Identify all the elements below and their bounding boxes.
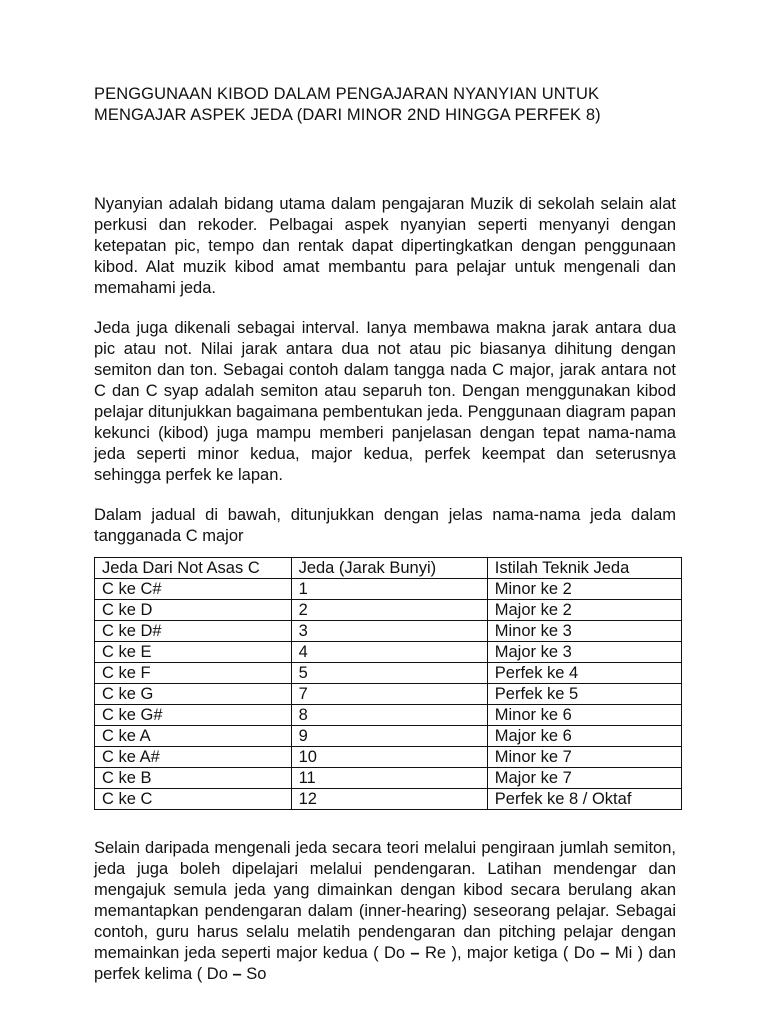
table-row [95,747,682,768]
table-cell: Minor ke 2 [487,579,681,600]
table-cell: 12 [291,789,487,810]
table-cell: C ke D# [95,621,292,642]
hearing-text-main: Selain daripada mengenali jeda secara teori melalui pengiraan jumlah semiton, jeda juga boleh dipelajari melalui pendengaran. Latihan mendengar dan mengajuk semula jeda yang dimainkan dengan kibod secara berulang akan memantapkan pendengaran dalam (inner-hearing) seseorang pelajar. Sebagai contoh, guru harus selalu melatih pendengaran dan pitching pelajar dengan memainkan jeda seperti major kedua ( Do [94,839,676,962]
table-cell: Major ke 3 [487,642,681,663]
title-line-2: MENGAJAR ASPEK JEDA (DARI MINOR 2ND HINGGA PERFEK 8) [94,106,601,124]
table-header-row [95,558,682,579]
table-cell: C ke A [95,726,292,747]
table-cell: C ke B [95,768,292,789]
document-page [94,84,676,1004]
document-title [94,84,676,126]
table-cell: C ke C# [95,579,292,600]
table-cell: Minor ke 3 [487,621,681,642]
table-row [95,579,682,600]
table-cell: 2 [291,600,487,621]
hearing-text-part-2: Mi ) dan perfek kelima ( Do [94,944,677,983]
table-row [95,789,682,810]
hearing-text-part-1: Re ), major ketiga ( Do [419,944,601,962]
table-cell: 10 [291,747,487,768]
table-cell: C ke C [95,789,292,810]
table-row [95,663,682,684]
table-row [95,642,682,663]
hearing-text-part-3: So [241,965,267,983]
interval-table [94,557,682,810]
table-cell: Minor ke 6 [487,705,681,726]
table-cell: 5 [291,663,487,684]
table-header-cell: Jeda (Jarak Bunyi) [291,558,487,579]
table-cell: Major ke 6 [487,726,681,747]
paragraph-intro: Nyanyian adalah bidang utama dalam pengajaran Muzik di sekolah selain alat perkusi dan rekoder. Pelbagai aspek nyanyian seperti menyanyi dengan ketepatan pic, tempo dan rentak dapat dipertingkatkan dengan penggunaan kibod. Alat muzik kibod amat membantu para pelajar untuk mengenali dan memahami jeda. [94,195,676,297]
paragraph-hearing [94,838,676,985]
table-row [95,705,682,726]
table-header-cell: Istilah Teknik Jeda [487,558,681,579]
dash-separator: – [600,944,610,962]
paragraph-interval: Jeda juga dikenali sebagai interval. Ianya membawa makna jarak antara dua pic atau not. Nilai jarak antara dua not atau pic biasanya dihitung dengan semiton dan ton. Sebagai contoh dalam tangga nada C major, jarak antara not C dan C syap adalah semiton atau separuh ton. Dengan menggunakan kibod pelajar ditunjukkan bagaimana pembentukan jeda. Penggunaan diagram papan kekunci (kibod) juga mampu memberi panjelasan dengan tepat nama-nama jeda seperti minor kedua, major kedua, perfek keempat dan seterusnya sehingga perfek ke lapan. [94,319,676,484]
paragraph-table-intro: Dalam jadual di bawah, ditunjukkan dengan jelas nama-nama jeda dalam tangganada C major [94,506,676,545]
table-cell: 9 [291,726,487,747]
table-row [95,600,682,621]
dash-separator: – [232,965,242,983]
table-cell: C ke E [95,642,292,663]
table-cell: Perfek ke 4 [487,663,681,684]
table-cell: 3 [291,621,487,642]
table-cell: Major ke 7 [487,768,681,789]
table-header-cell: Jeda Dari Not Asas C [95,558,292,579]
table-row [95,621,682,642]
table-cell: C ke F [95,663,292,684]
table-row [95,768,682,789]
table-row [95,684,682,705]
table-cell: 11 [291,768,487,789]
table-cell: 8 [291,705,487,726]
table-cell: 4 [291,642,487,663]
table-cell: Major ke 2 [487,600,681,621]
table-cell: 1 [291,579,487,600]
table-cell: Perfek ke 5 [487,684,681,705]
table-cell: C ke A# [95,747,292,768]
table-cell: Perfek ke 8 / Oktaf [487,789,681,810]
dash-separator: – [410,944,420,962]
table-row [95,726,682,747]
table-cell: C ke G# [95,705,292,726]
title-line-1: PENGGUNAAN KIBOD DALAM PENGAJARAN NYANYIAN UNTUK [94,85,600,103]
table-cell: C ke G [95,684,292,705]
table-cell: Minor ke 7 [487,747,681,768]
table-cell: 7 [291,684,487,705]
table-cell: C ke D [95,600,292,621]
